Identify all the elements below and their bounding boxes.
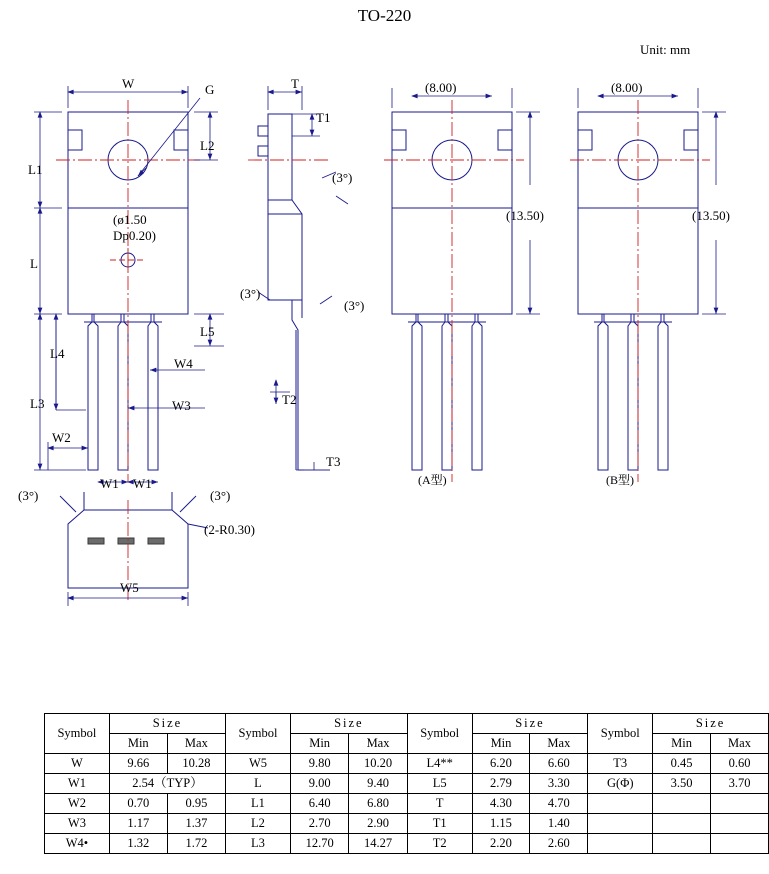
header-symbol-3: Symbol [407,714,472,754]
side-angle-3: (3°) [240,286,261,301]
hole-note-line1: (ø1.50 [113,212,147,227]
cell-min: 0.45 [653,754,711,774]
cell-max [711,794,769,814]
label-T1: T1 [316,110,331,125]
cell-symbol: W2 [45,794,110,814]
cell-min: 6.40 [290,794,348,814]
cell-min: 9.66 [109,754,167,774]
cell-min: 1.15 [472,814,530,834]
cell-symbol: T3 [588,754,653,774]
hole-note-line2: Dp0.20) [113,228,156,243]
typeB-caption: (B型) [606,473,634,487]
cell-min: 9.80 [290,754,348,774]
header-size-3: Size [472,714,588,734]
cell-min: 4.30 [472,794,530,814]
table-row [45,774,769,794]
cell-min: 1.17 [109,814,167,834]
cell-max: 2.60 [530,834,588,854]
typeB-top-dim: (8.00) [611,80,643,95]
header-min-2: Min [290,734,348,754]
cell-max: 0.95 [167,794,225,814]
cell-min: 2.20 [472,834,530,854]
cell-symbol: G(Φ) [588,774,653,794]
cell-max: 10.20 [349,754,407,774]
label-L4: L4 [50,346,65,361]
typeA-top-dim: (8.00) [425,80,457,95]
bottom-angle-left: (3°) [18,488,39,503]
cell-min: 12.70 [290,834,348,854]
cell-typ: 2.54（TYP） [109,774,225,794]
typeA-caption: (A型) [418,473,447,487]
header-max-4: Max [711,734,769,754]
cell-min: 1.32 [109,834,167,854]
side-angle-1: (3°) [332,170,353,185]
cell-symbol: L1 [226,794,291,814]
cell-max: 6.60 [530,754,588,774]
header-symbol-4: Symbol [588,714,653,754]
cell-symbol: W4• [45,834,110,854]
header-size-2: Size [290,714,407,734]
label-W2: W2 [52,430,71,445]
header-symbol-1: Symbol [45,714,110,754]
table-row [45,834,769,854]
header-max-3: Max [530,734,588,754]
cell-max: 6.80 [349,794,407,814]
header-min-3: Min [472,734,530,754]
header-max-2: Max [349,734,407,754]
cell-symbol: W [45,754,110,774]
header-symbol-2: Symbol [226,714,291,754]
cell-min: 2.70 [290,814,348,834]
cell-max: 0.60 [711,754,769,774]
bottom-angle-right: (3°) [210,488,231,503]
cell-symbol: L2 [226,814,291,834]
cell-max: 4.70 [530,794,588,814]
cell-max: 14.27 [349,834,407,854]
cell-max: 2.90 [349,814,407,834]
label-L5: L5 [200,324,215,339]
table-row [45,754,769,774]
header-min-4: Min [653,734,711,754]
label-T: T [291,76,299,91]
cell-symbol: T [407,794,472,814]
header-min-1: Min [109,734,167,754]
cell-symbol: W3 [45,814,110,834]
cell-max: 1.72 [167,834,225,854]
label-W3: W3 [172,398,191,413]
cell-min [653,794,711,814]
label-W4: W4 [174,356,193,371]
cell-max: 1.37 [167,814,225,834]
label-W1-left: W1 [100,476,119,491]
cell-min: 6.20 [472,754,530,774]
cell-min: 2.79 [472,774,530,794]
label-W1-right: W1 [133,476,152,491]
typeB-side-dim: (13.50) [692,208,730,223]
cell-min [653,834,711,854]
cell-max [711,834,769,854]
label-W5: W5 [120,580,139,595]
typeA-side-dim: (13.50) [506,208,544,223]
label-L: L [30,256,38,271]
label-T3: T3 [326,454,341,469]
cell-symbol [588,814,653,834]
cell-min: 9.00 [290,774,348,794]
label-T2: T2 [282,392,297,407]
label-L3: L3 [30,396,45,411]
radius-note: (2-R0.30) [204,522,255,537]
label-G: G [205,82,215,97]
header-max-1: Max [167,734,225,754]
cell-symbol: L [226,774,291,794]
cell-max: 1.40 [530,814,588,834]
cell-max: 3.70 [711,774,769,794]
cell-symbol: T1 [407,814,472,834]
cell-symbol: W1 [45,774,110,794]
cell-symbol: T2 [407,834,472,854]
table-header-row-2 [45,734,769,754]
cell-symbol: L5 [407,774,472,794]
cell-symbol: L4** [407,754,472,774]
table-header-row-1 [45,714,769,734]
cell-max [711,814,769,834]
header-size-4: Size [653,714,769,734]
side-angle-2: (3°) [344,298,365,313]
cell-symbol: W5 [226,754,291,774]
header-size-1: Size [109,714,225,734]
table-row [45,794,769,814]
unit-note: Unit: mm [640,42,691,57]
cell-min: 0.70 [109,794,167,814]
cell-symbol [588,834,653,854]
cell-max: 9.40 [349,774,407,794]
cell-min: 3.50 [653,774,711,794]
cell-symbol [588,794,653,814]
label-L1: L1 [28,162,43,177]
cell-min [653,814,711,834]
page-title: TO-220 [357,6,412,25]
label-W: W [122,76,135,91]
dimension-table [44,713,769,854]
table-row [45,814,769,834]
label-L2: L2 [200,138,215,153]
cell-max: 3.30 [530,774,588,794]
cell-max: 10.28 [167,754,225,774]
cell-symbol: L3 [226,834,291,854]
